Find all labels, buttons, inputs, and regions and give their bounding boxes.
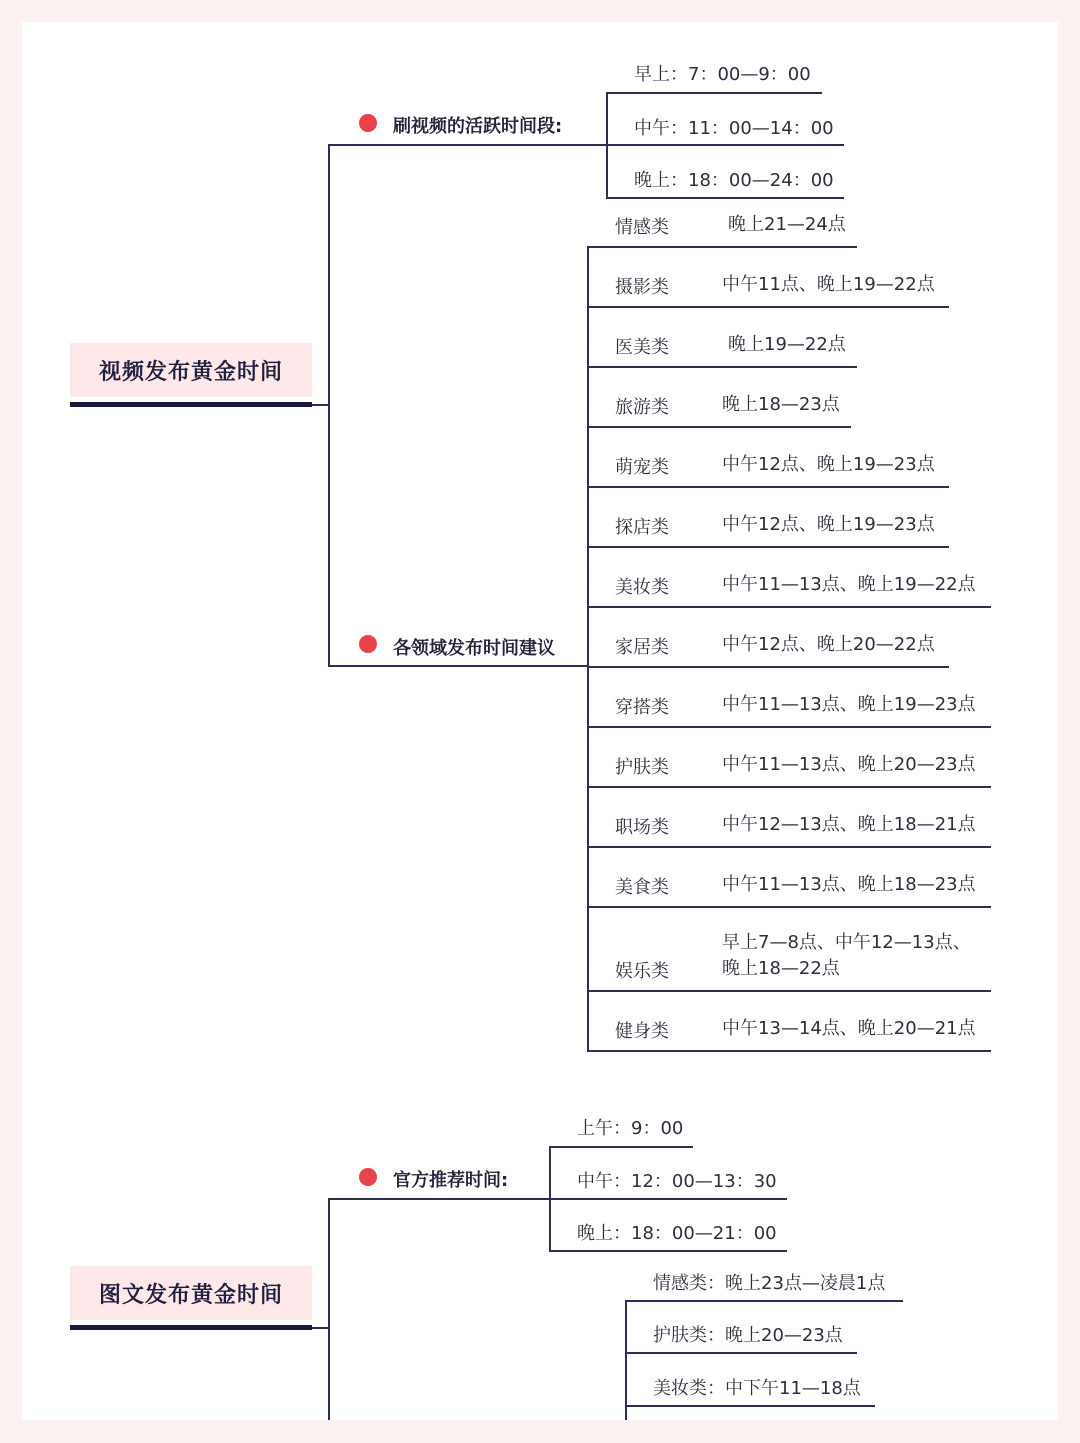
- category-time: [722, 930, 971, 982]
- category-time: 晚上21—24点: [728, 214, 846, 235]
- category-underline: [587, 426, 851, 428]
- category-time: 中午11点、晚上19—22点: [722, 274, 935, 295]
- category-time: 中午12—13点、晚上18—21点: [722, 814, 976, 835]
- category-time-line2: 晚上18—22点: [722, 958, 840, 979]
- official-leaf-line-1: [549, 1146, 693, 1148]
- active-leaf-line-2: [606, 144, 844, 146]
- category-time: 中午11—13点、晚上19—22点: [722, 574, 976, 595]
- category-underline: [587, 786, 991, 788]
- category-time: 晚上19—22点: [728, 334, 846, 355]
- active-time-morning: 早上：7：00—9：00: [634, 64, 811, 85]
- official-branch-line: [328, 1198, 550, 1200]
- active-leaf-line-1: [606, 92, 822, 94]
- category-name: 美妆类: [615, 577, 669, 598]
- category-name: 穿搭类: [615, 697, 669, 718]
- category-name: 摄影类: [615, 277, 669, 298]
- category-underline: [587, 846, 991, 848]
- official-branch-label: 官方推荐时间:: [393, 1170, 509, 1191]
- graphic-trunk-line: [328, 1198, 330, 1420]
- category-name: 娱乐类: [615, 961, 669, 982]
- category-time: 中午11—13点、晚上18—23点: [722, 874, 976, 895]
- graphic-cat-line-1: [625, 1300, 903, 1302]
- category-underline: [587, 546, 949, 548]
- category-underline: [587, 1050, 991, 1052]
- video-root-connector: [312, 404, 329, 406]
- category-underline: [587, 906, 991, 908]
- graphic-cat-trunk: [625, 1300, 627, 1420]
- active-leaf-line-3: [606, 197, 844, 199]
- category-underline: [587, 666, 949, 668]
- category-name: 情感类: [615, 217, 669, 238]
- category-name: 探店类: [615, 517, 669, 538]
- graphic-category-makeup: 美妆类：中下午11—18点: [653, 1378, 861, 1399]
- category-time: 中午13—14点、晚上20—21点: [722, 1018, 976, 1039]
- active-time-noon: 中午：11：00—14：00: [634, 118, 834, 139]
- video-root-node: [70, 343, 312, 397]
- category-name: 家居类: [615, 637, 669, 658]
- official-time-morning: 上午：9：00: [577, 1118, 684, 1139]
- category-name: 职场类: [615, 817, 669, 838]
- mindmap-canvas: [22, 22, 1058, 1420]
- domain-branch-dot: [359, 635, 377, 653]
- category-time: 中午11—13点、晚上20—23点: [722, 754, 976, 775]
- category-time: 中午12点、晚上19—23点: [722, 514, 935, 535]
- category-underline: [587, 486, 949, 488]
- category-time: 中午12点、晚上20—22点: [722, 634, 935, 655]
- category-name: 医美类: [615, 337, 669, 358]
- graphic-cat-line-2: [625, 1352, 857, 1354]
- video-trunk-line: [328, 144, 330, 666]
- category-name: 健身类: [615, 1021, 669, 1042]
- category-time: 中午12点、晚上19—23点: [722, 454, 935, 475]
- active-branch-label: 刷视频的活跃时间段:: [393, 116, 563, 137]
- graphic-category-skincare: 护肤类：晚上20—23点: [653, 1325, 843, 1346]
- category-underline: [587, 726, 991, 728]
- active-branch-dot: [359, 114, 377, 132]
- official-leaf-line-2: [549, 1198, 787, 1200]
- category-time: 晚上18—23点: [722, 394, 840, 415]
- category-underline: [587, 606, 991, 608]
- category-name: 旅游类: [615, 397, 669, 418]
- category-underline: [587, 366, 857, 368]
- video-root-underline: [70, 402, 312, 407]
- category-time-line1: 早上7—8点、中午12—13点、: [722, 932, 971, 953]
- graphic-root-underline: [70, 1325, 312, 1330]
- active-time-evening: 晚上：18：00—24：00: [634, 170, 834, 191]
- category-underline: [587, 306, 949, 308]
- official-time-evening: 晚上：18：00—21：00: [577, 1223, 777, 1244]
- domain-branch-label: 各领域发布时间建议: [393, 638, 555, 659]
- official-time-noon: 中午：12：00—13：30: [577, 1171, 777, 1192]
- graphic-root-connector: [312, 1327, 329, 1329]
- category-underline: [587, 246, 857, 248]
- graphic-category-emotion: 情感类：晚上23点—凌晨1点: [653, 1273, 886, 1294]
- category-underline: [587, 990, 991, 992]
- graphic-cat-line-3: [625, 1405, 875, 1407]
- graphic-root-node: [70, 1266, 312, 1320]
- category-name: 护肤类: [615, 757, 669, 778]
- category-name: 美食类: [615, 877, 669, 898]
- graphic-root-title: 图文发布黄金时间: [98, 1282, 283, 1308]
- official-leaf-line-3: [549, 1250, 787, 1252]
- official-branch-dot: [359, 1168, 377, 1186]
- category-name: 萌宠类: [615, 457, 669, 478]
- video-root-title: 视频发布黄金时间: [98, 359, 283, 385]
- active-branch-line: [328, 144, 606, 146]
- category-time: 中午11—13点、晚上19—23点: [722, 694, 976, 715]
- domain-branch-line: [328, 665, 588, 667]
